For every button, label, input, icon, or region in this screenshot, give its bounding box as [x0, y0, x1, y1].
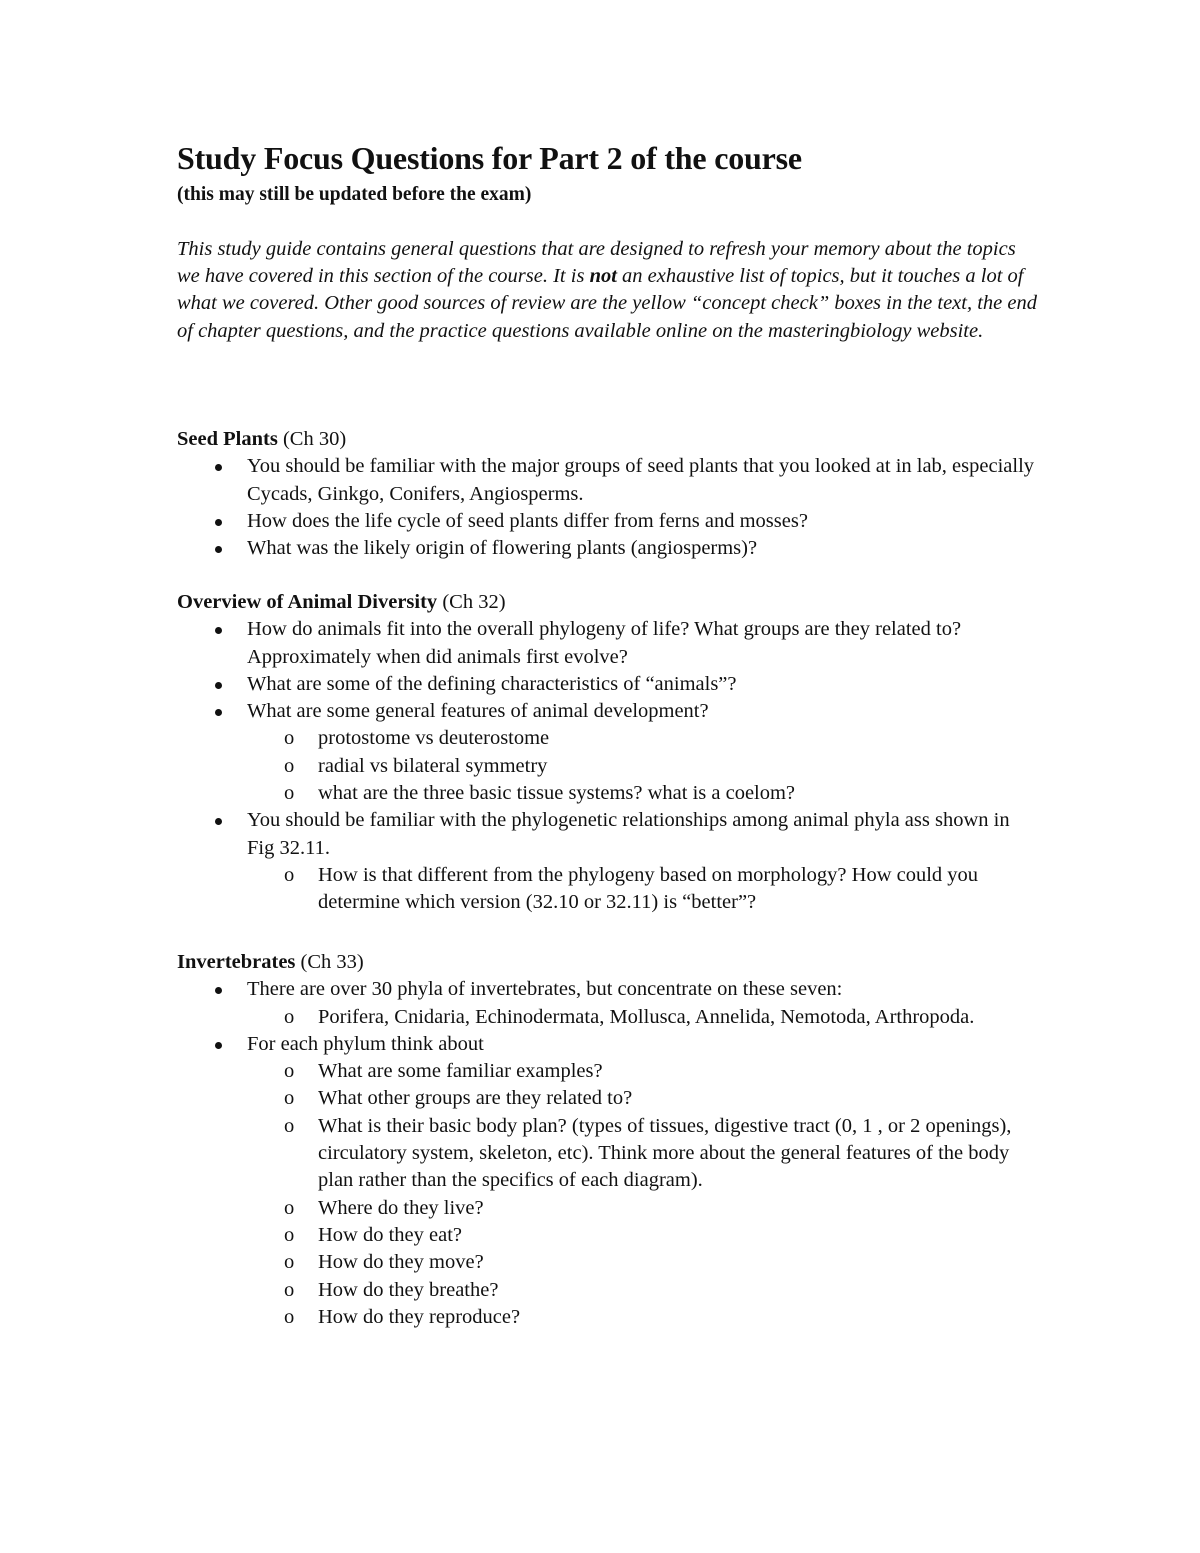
page-title: Study Focus Questions for Part 2 of the course — [177, 140, 802, 176]
intro-text-1: This study guide contains general questions that are designed to refresh your memory about the topics we have covered in this section of the course. It is — [177, 238, 1016, 288]
list-item: You should be familiar with the major groups of seed plants that you looked at in lab, especially Cycads, Ginkgo, Conifers, Angiosperms. — [177, 453, 1037, 508]
bullet-list — [177, 976, 1037, 1331]
bullet-list — [177, 616, 1037, 916]
sub-list-item: o What are some familiar examples? — [177, 1058, 1037, 1085]
sub-list-item: o How do they move? — [177, 1249, 1037, 1276]
section-heading — [177, 589, 1037, 616]
sub-list-item: o Porifera, Cnidaria, Echinodermata, Mollusca, Annelida, Nemotoda, Arthropoda. — [177, 1004, 1037, 1031]
list-item: For each phylum think about — [177, 1031, 1037, 1058]
section-title: Seed Plants — [177, 428, 278, 450]
list-item: You should be familiar with the phylogenetic relationships among animal phyla ass shown in Fig 32.11. — [177, 807, 1037, 862]
section-animal-diversity — [177, 589, 1037, 917]
section-invertebrates — [177, 949, 1037, 1331]
sub-list-item: o radial vs bilateral symmetry — [177, 753, 1037, 780]
sub-list-item: o What other groups are they related to? — [177, 1085, 1037, 1112]
sub-list-item: o How is that different from the phylogeny based on morphology? How could you determine which version (32.10 or 32.11) is “better”? — [177, 862, 1037, 917]
list-item: What are some of the defining characteristics of “animals”? — [177, 671, 1037, 698]
section-seed-plants — [177, 426, 1037, 562]
section-chapter: (Ch 30) — [277, 428, 347, 450]
list-item: What was the likely origin of flowering plants (angiosperms)? — [177, 535, 1037, 562]
section-chapter: (Ch 33) — [295, 951, 364, 973]
section-title: Invertebrates — [177, 951, 296, 973]
sub-list-item: o How do they eat? — [177, 1222, 1037, 1249]
page-subtitle: (this may still be updated before the exam) — [177, 184, 532, 205]
section-chapter: (Ch 32) — [437, 591, 506, 613]
list-item: What are some general features of animal development? — [177, 698, 1037, 725]
bullet-list — [177, 453, 1037, 562]
section-heading — [177, 426, 1037, 453]
intro-text-2: an exhaustive list of topics, but it touches a lot of what we covered. Other good sources of review are the yellow “concept check” boxes in the text, the end of chapter questions, and the practice questions available online on the masteringbiology website. — [177, 265, 1037, 342]
intro-paragraph — [177, 236, 1037, 345]
list-item: There are over 30 phyla of invertebrates, but concentrate on these seven: — [177, 976, 1037, 1003]
sub-list-item: o what are the three basic tissue systems? what is a coelom? — [177, 780, 1037, 807]
sub-list-item: o Where do they live? — [177, 1195, 1037, 1222]
list-item: How does the life cycle of seed plants differ from ferns and mosses? — [177, 508, 1037, 535]
intro-emphasis: not — [589, 265, 617, 288]
sub-list-item: o What is their basic body plan? (types of tissues, digestive tract (0, 1 , or 2 openings), circulatory system, skeleton, etc). Think more about the general features of the body plan rather than the specifics of each diagram). — [177, 1113, 1037, 1195]
sub-list-item: o How do they breathe? — [177, 1277, 1037, 1304]
section-heading — [177, 949, 1037, 976]
sub-list-item: o How do they reproduce? — [177, 1304, 1037, 1331]
sub-list-item: o protostome vs deuterostome — [177, 725, 1037, 752]
section-title: Overview of Animal Diversity — [177, 591, 438, 613]
list-item: How do animals fit into the overall phylogeny of life? What groups are they related to? Approximately when did animals first evolve? — [177, 616, 1037, 671]
